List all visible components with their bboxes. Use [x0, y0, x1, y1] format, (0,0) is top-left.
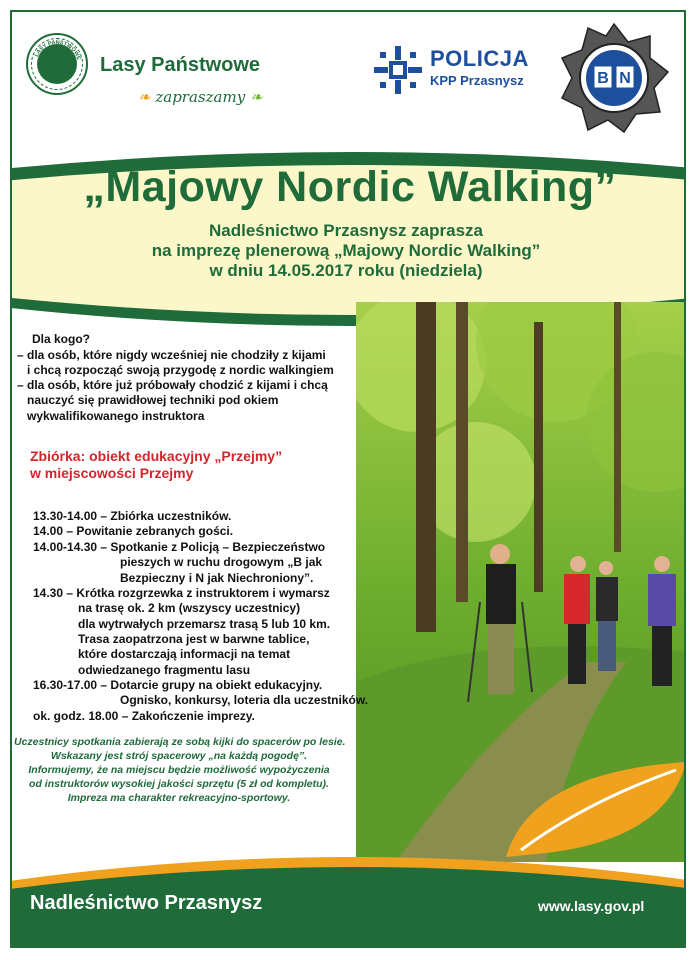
badge-letter-b: B	[597, 70, 609, 87]
note-line: Informujemy, że na miejscu będzie możliwość wypożyczenia	[28, 764, 330, 776]
note-line: Wskazany jest strój spacerowy „na każdą pogodę”.	[50, 750, 308, 762]
audience-heading: Dla kogo?	[32, 332, 91, 346]
badge-letter-n: N	[619, 70, 631, 87]
audience-line: – dla osób, które już próbowały chodzić z kijami i chcą	[17, 378, 328, 392]
schedule-line: pieszych w ruchu drogowym „B jak	[120, 555, 323, 569]
footer-name: Nadleśnictwo Przasnysz	[30, 892, 263, 914]
schedule-line: Ognisko, konkursy, loteria dla uczestników.	[120, 693, 369, 707]
schedule-line: które dostarczają informacji na temat	[78, 647, 291, 661]
lasy-panstwowe-logo	[26, 33, 88, 95]
policja-unit: KPP Przasnysz	[430, 73, 524, 88]
schedule-line: Bezpieczny i N jak Niechroniony”.	[120, 571, 314, 585]
svg-text:LASY PAŃSTWOWE: LASY PAŃSTWOWE	[33, 39, 82, 61]
schedule-line: 14.00 – Powitanie zebranych gości.	[33, 524, 234, 538]
schedule-line: na trasę ok. 2 km (wszyscy uczestnicy)	[78, 601, 301, 615]
policja-star-icon	[372, 44, 424, 96]
logo-ring-text	[28, 35, 86, 93]
page-title: „Majowy Nordic Walking”	[83, 163, 617, 211]
audience-line: nauczyć się prawidłowej techniki pod okiem	[27, 393, 279, 407]
schedule-line: ok. godz. 18.00 – Zakończenie imprezy.	[33, 709, 255, 723]
policja-name: POLICJA	[430, 46, 529, 71]
meeting-point-line-2: w miejscowości Przejmy	[30, 465, 194, 481]
lasy-tagline: ❧ zapraszamy ❧	[138, 88, 263, 106]
subtitle-line-1: Nadleśnictwo Przasnysz zaprasza	[208, 221, 483, 240]
schedule-line: 14.00-14.30 – Spotkanie z Policją – Bezpieczeństwo	[33, 540, 326, 554]
lasy-name: Lasy Państwowe	[100, 54, 261, 76]
schedule-line: dla wytrwałych przemarsz trasą 5 lub 10 km.	[78, 617, 331, 631]
audience-line: wykwalifikowanego instruktora	[27, 409, 205, 423]
subtitle-line-2: na imprezę plenerową „Majowy Nordic Walking”	[151, 241, 541, 260]
schedule-line: 13.30-14.00 – Zbiórka uczestników.	[33, 509, 232, 523]
schedule-line: odwiedzanego fragmentu lasu	[78, 663, 251, 677]
note-line: Impreza ma charakter rekreacyjno-sportowy.	[67, 792, 291, 804]
footer-url[interactable]: www.lasy.gov.pl	[538, 898, 645, 914]
schedule-line: 14.30 – Krótka rozgrzewka z instruktorem i wymarsz	[33, 586, 330, 600]
schedule-line: 16.30-17.00 – Dotarcie grupy na obiekt edukacyjny.	[33, 678, 323, 692]
police-badge-icon	[558, 22, 670, 134]
leaf-left-icon: ❧	[138, 88, 151, 106]
note-line: od instruktorów wysokiej jakości sprzętu (5 zł od kompletu).	[29, 778, 329, 790]
note-line: Uczestnicy spotkania zabierają ze sobą kijki do spacerów po lesie.	[14, 736, 346, 748]
meeting-point-line-1: Zbiórka: obiekt edukacyjny „Przejmy”	[30, 448, 283, 464]
leaf-right-icon: ❧	[249, 88, 263, 106]
audience-line: – dla osób, które nigdy wcześniej nie chodziły z kijami	[17, 348, 326, 362]
subtitle-line-3: w dniu 14.05.2017 roku (niedziela)	[209, 261, 483, 280]
forest-walkers-photo	[356, 302, 686, 862]
schedule-line: Trasa zaopatrzona jest w barwne tablice,	[78, 632, 310, 646]
audience-line: i chcą rozpocząć swoją przygodę z nordic walkingiem	[27, 363, 334, 377]
